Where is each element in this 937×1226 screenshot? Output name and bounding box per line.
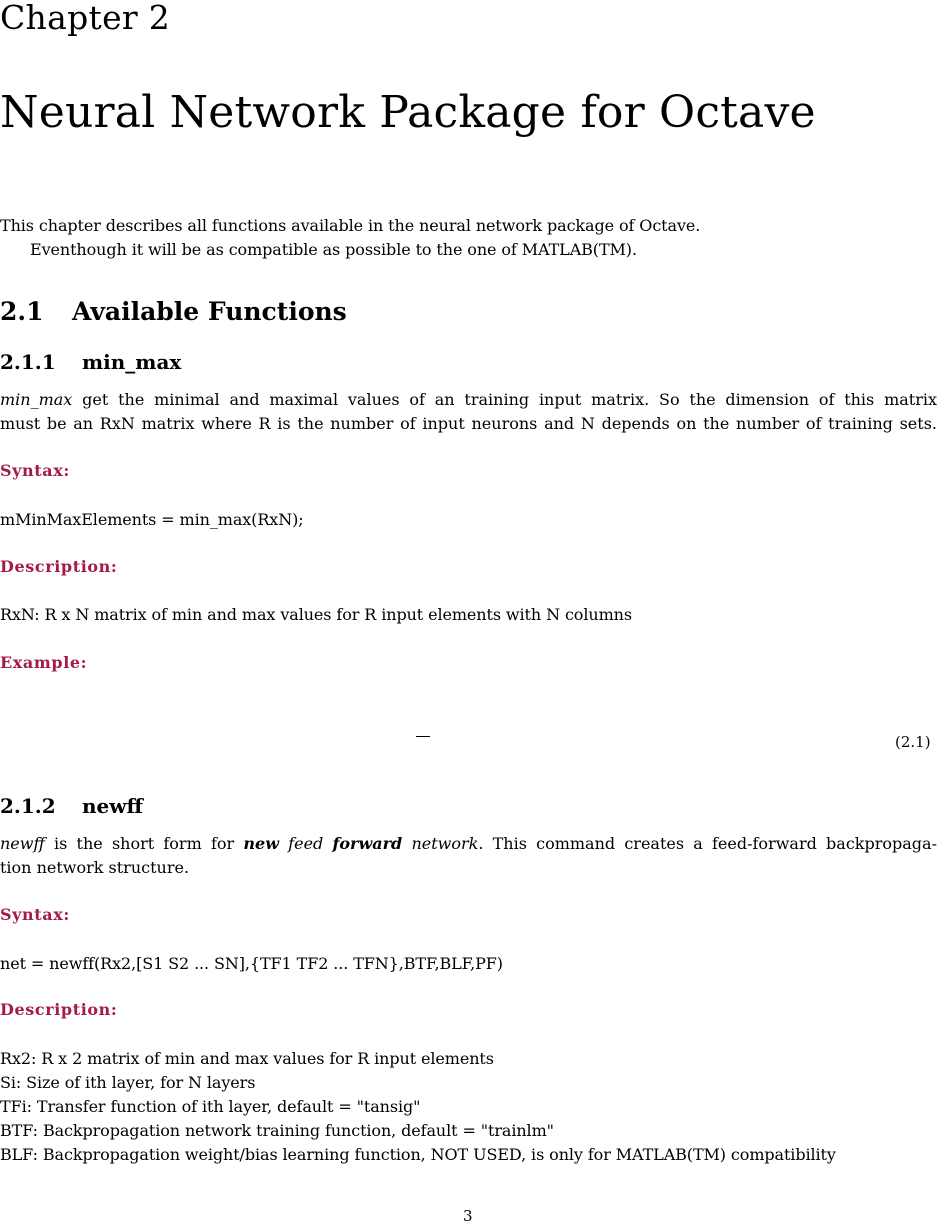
- function-name: min_max: [0, 390, 73, 409]
- min-max-intro-paragraph: [0, 388, 937, 436]
- description-text: RxN: R x N matrix of min and max values for R input elements with N columns: [0, 605, 632, 624]
- description-label: Description:: [0, 1000, 118, 1019]
- chapter-label: Chapter 2: [0, 0, 171, 37]
- intro-paragraph: This chapter describes all functions available in the neural network package of Octave.: [0, 216, 701, 235]
- newff-intro-paragraph: [0, 832, 937, 880]
- function-name: newff: [0, 834, 45, 853]
- subsection-heading-min-max: [0, 349, 181, 375]
- equation-number: (2.1): [895, 733, 931, 751]
- description-label: Description:: [0, 557, 118, 576]
- subsection-number: 2.1.1: [0, 350, 56, 374]
- subsection-title-text: newff: [82, 794, 143, 818]
- example-label: Example:: [0, 653, 88, 672]
- paragraph-line: newff is the short form for new feed forward network. This command creates a feed-forward backpropaga-: [0, 834, 937, 853]
- syntax-code: net = newff(Rx2,[S1 S2 ... SN],{TF1 TF2 ... TFN},BTF,BLF,PF): [0, 954, 503, 973]
- description-line: TFi: Transfer function of ith layer, default = "tansig": [0, 1097, 421, 1116]
- syntax-label: Syntax:: [0, 461, 70, 480]
- section-number: 2.1: [0, 297, 44, 326]
- description-list: [0, 1047, 836, 1167]
- syntax-code: mMinMaxElements = min_max(RxN);: [0, 510, 304, 529]
- subsection-heading-newff: [0, 793, 143, 819]
- description-line: Si: Size of ith layer, for N layers: [0, 1073, 256, 1092]
- description-line: BTF: Backpropagation network training function, default = "trainlm": [0, 1121, 554, 1140]
- chapter-title: Neural Network Package for Octave: [0, 87, 816, 138]
- syntax-label: Syntax:: [0, 905, 70, 924]
- equation-dash: [416, 736, 430, 737]
- page-number: 3: [463, 1207, 473, 1225]
- subsection-number: 2.1.2: [0, 794, 56, 818]
- description-line: BLF: Backpropagation weight/bias learning function, NOT USED, is only for MATLAB(TM) compatibility: [0, 1145, 836, 1164]
- section-title-text: Available Functions: [72, 297, 347, 326]
- description-line: Rx2: R x 2 matrix of min and max values for R input elements: [0, 1049, 494, 1068]
- paragraph-line: must be an RxN matrix where R is the number of input neurons and N depends on the number of training sets.: [0, 414, 937, 433]
- paragraph-line: min_max get the minimal and maximal values of an training input matrix. So the dimension of this matrix: [0, 390, 937, 409]
- subsection-title-text: min_max: [82, 350, 182, 374]
- intro-paragraph-2: Eventhough it will be as compatible as possible to the one of MATLAB(TM).: [30, 240, 637, 259]
- paragraph-line: tion network structure.: [0, 858, 190, 877]
- section-heading: [0, 296, 347, 328]
